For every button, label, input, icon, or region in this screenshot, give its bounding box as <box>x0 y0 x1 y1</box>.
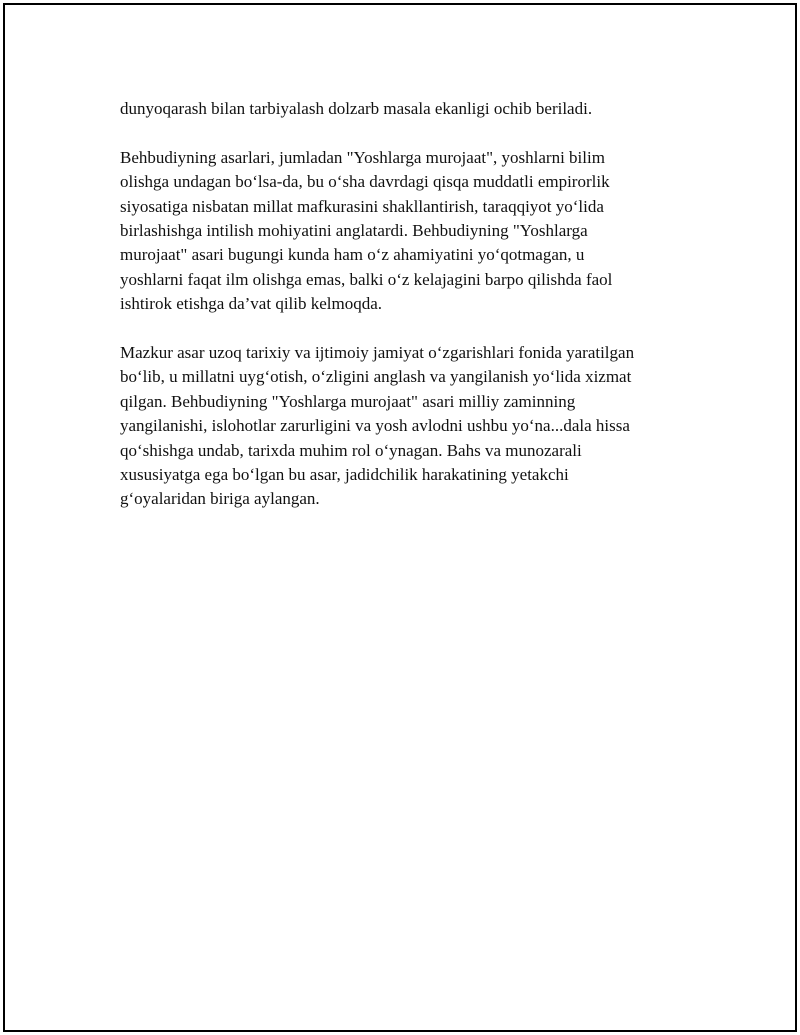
paragraph-1 <box>120 97 685 121</box>
text-line: yoshlarni faqat ilm olishga emas, balki o‘z kelajagini barpo qilishda faol <box>120 269 613 289</box>
text-line: murojaat" asari bugungi kunda ham o‘z ahamiyatini yo‘qotmagan, u <box>120 245 585 265</box>
document-body <box>120 97 685 536</box>
paragraph-2 <box>120 146 685 317</box>
paragraph-3 <box>120 341 685 512</box>
text-line: Mazkur asar uzoq tarixiy va ijtimoiy jamiyat o‘zgarishlari fonida yaratilgan <box>120 343 635 363</box>
text-line: birlashishga intilish mohiyatini anglatardi. Behbudiyning "Yoshlarga <box>120 221 588 241</box>
text-line: yangilanishi, islohotlar zarurligini va yosh avlodni ushbu yo‘na...dala hissa <box>120 416 630 436</box>
document-page <box>3 3 797 1032</box>
text-line: xususiyatga ega bo‘lgan bu asar, jadidchilik harakatining yetakchi <box>120 465 569 485</box>
text-line: olishga undagan bo‘lsa-da, bu o‘sha davrdagi qisqa muddatli empirorlik <box>120 172 610 192</box>
text-line: siyosatiga nisbatan millat mafkurasini shakllantirish, taraqqiyot yo‘lida <box>120 196 604 216</box>
text-line: bo‘lib, u millatni uyg‘otish, o‘zligini anglash va yangilanish yo‘lida xizmat <box>120 367 632 387</box>
text-line: g‘oyalaridan biriga aylangan. <box>120 489 320 509</box>
text-line: qo‘shishga undab, tarixda muhim rol o‘ynagan. Bahs va munozarali <box>120 440 582 460</box>
text-line: Behbudiyning asarlari, jumladan "Yoshlarga murojaat", yoshlarni bilim <box>120 147 605 167</box>
text-line: dunyoqarash bilan tarbiyalash dolzarb masala ekanligi ochib beriladi. <box>120 99 593 118</box>
text-line: ishtirok etishga da’vat qilib kelmoqda. <box>120 294 383 314</box>
text-line: qilgan. Behbudiyning "Yoshlarga murojaat" asari milliy zaminning <box>120 391 576 411</box>
